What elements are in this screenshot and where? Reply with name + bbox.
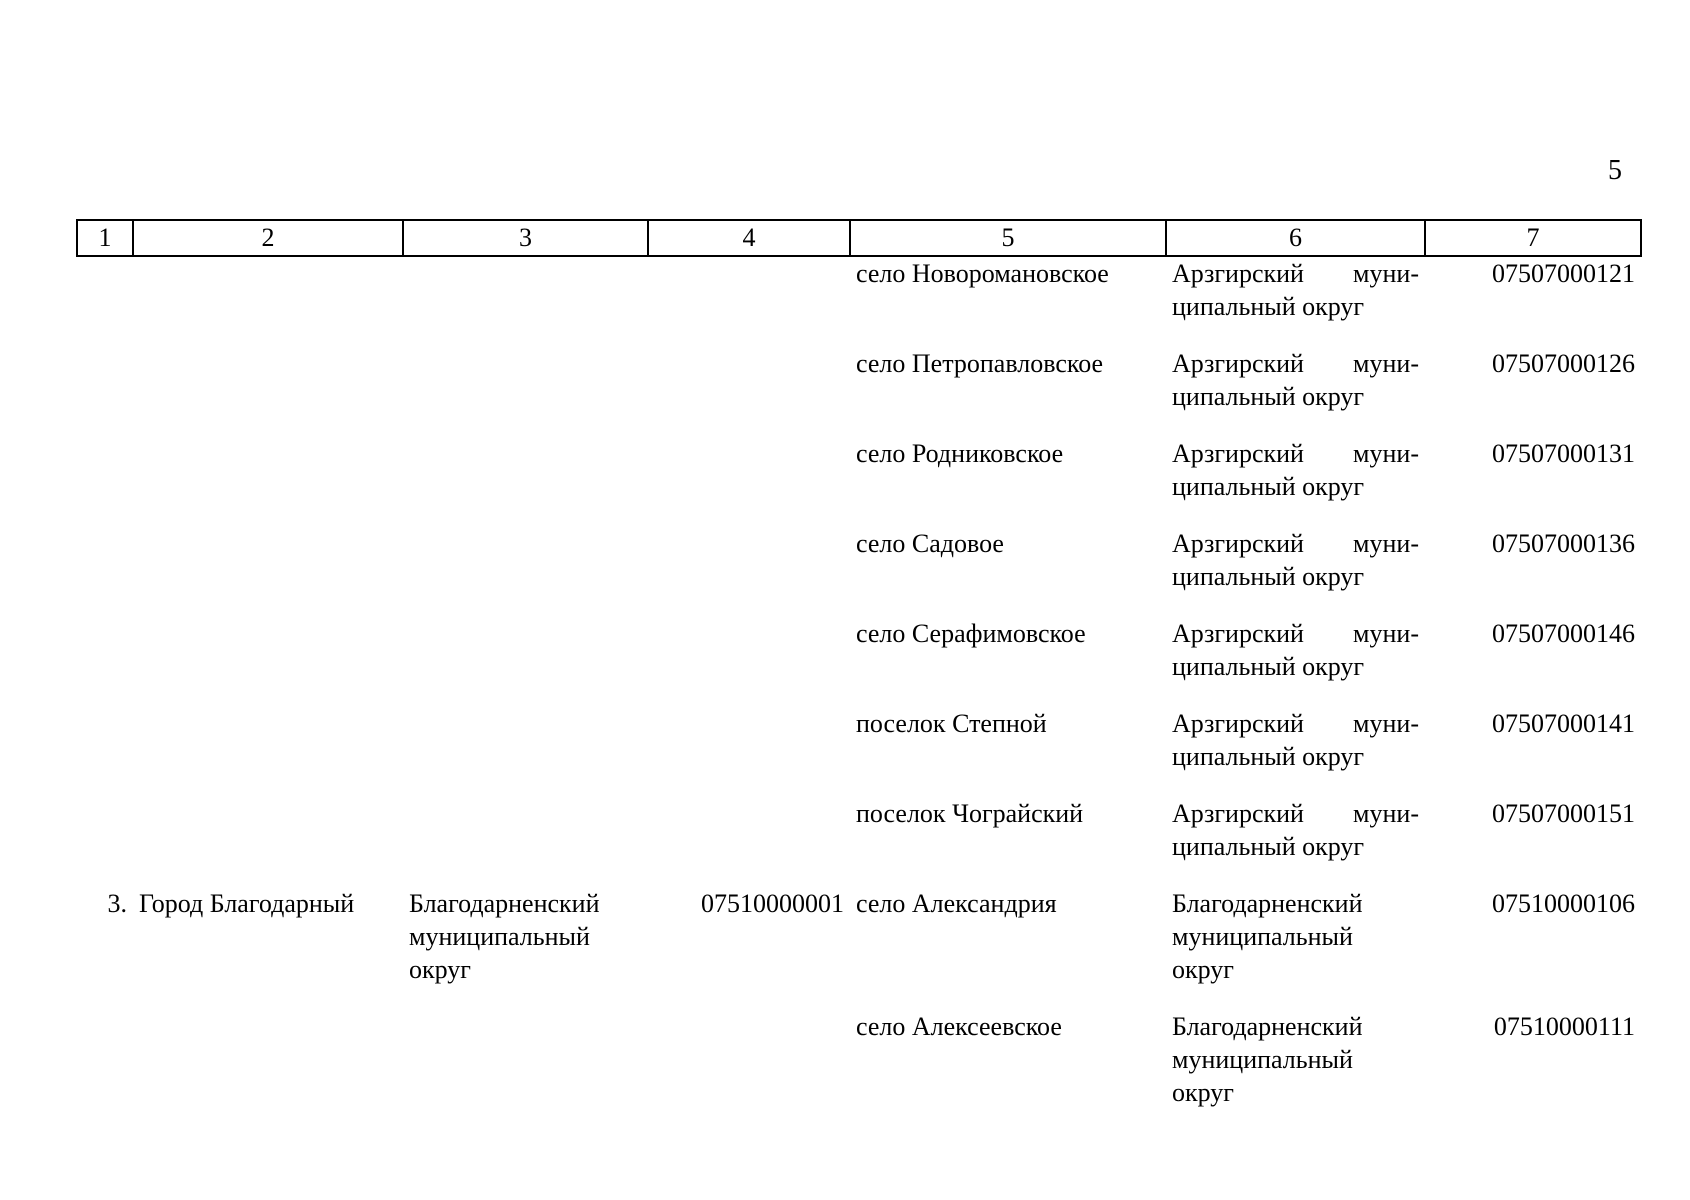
table-row — [77, 347, 1641, 437]
district-word: муни- — [1353, 439, 1419, 468]
row-number — [77, 1010, 133, 1115]
district-word: муни- — [1353, 529, 1419, 558]
row-number — [77, 347, 133, 437]
settlement-code: 07510000106 — [1492, 889, 1635, 918]
city-name: Город Благодарный — [139, 889, 355, 918]
district-word: Арзгирский — [1172, 709, 1304, 738]
district-line-1 — [1172, 707, 1419, 740]
settlement-district — [1166, 797, 1425, 887]
district-word: муни- — [1353, 349, 1419, 378]
settlement-code: 07510000111 — [1493, 1012, 1635, 1041]
settlement-name: село Садовое — [856, 529, 1004, 558]
district-line-1 — [1172, 797, 1419, 830]
district-word: Арзгирский — [1172, 259, 1304, 288]
city-code — [648, 1010, 850, 1115]
city-district — [403, 797, 648, 887]
row-number: 3. — [107, 889, 127, 918]
table-header — [77, 220, 1641, 256]
city-name — [133, 256, 403, 347]
city-district — [403, 707, 648, 797]
city-district — [403, 617, 648, 707]
settlement-code: 07507000141 — [1492, 709, 1635, 738]
settlement-district — [1166, 437, 1425, 527]
city-district — [403, 527, 648, 617]
district-word: муни- — [1353, 619, 1419, 648]
district-line-1 — [1172, 257, 1419, 290]
district-line-2: ципальный округ — [1172, 742, 1365, 771]
settlement-name: село Александрия — [856, 889, 1057, 918]
city-district — [403, 437, 648, 527]
city-name — [133, 527, 403, 617]
table-row — [77, 256, 1641, 347]
city-code — [648, 527, 850, 617]
city-district — [403, 347, 648, 437]
district-word: Арзгирский — [1172, 349, 1304, 378]
settlement-district — [1166, 617, 1425, 707]
district-line-2: ципальный округ — [1172, 472, 1365, 501]
header-col-7: 7 — [1425, 220, 1641, 256]
settlement-code: 07507000151 — [1492, 799, 1635, 828]
row-number — [77, 437, 133, 527]
table-row — [77, 707, 1641, 797]
district-line-1 — [1172, 617, 1419, 650]
header-col-2: 2 — [133, 220, 403, 256]
row-number — [77, 797, 133, 887]
district-line-2: ципальный округ — [1172, 832, 1365, 861]
settlements-table — [76, 219, 1642, 1115]
city-name — [133, 797, 403, 887]
header-col-6: 6 — [1166, 220, 1425, 256]
header-col-5: 5 — [850, 220, 1166, 256]
district-line-2: ципальный округ — [1172, 382, 1365, 411]
district-line-2: ципальный округ — [1172, 562, 1365, 591]
settlement-code: 07507000146 — [1492, 619, 1635, 648]
settlement-name: поселок Чограйский — [856, 799, 1084, 828]
settlement-name: село Родниковское — [856, 439, 1064, 468]
district-line-2: ципальный округ — [1172, 292, 1365, 321]
district-line-1 — [1172, 527, 1419, 560]
settlement-name: село Серафимовское — [856, 619, 1086, 648]
district-line-1 — [1172, 437, 1419, 470]
district-word: Арзгирский — [1172, 799, 1304, 828]
district-line-2: ципальный округ — [1172, 652, 1365, 681]
city-name — [133, 347, 403, 437]
settlement-district — [1166, 347, 1425, 437]
district-word: муни- — [1353, 799, 1419, 828]
city-code — [648, 617, 850, 707]
settlement-name: село Алексеевское — [856, 1012, 1062, 1041]
settlement-code: 07507000136 — [1492, 529, 1635, 558]
page-number: 5 — [1608, 155, 1622, 186]
settlement-district — [1166, 707, 1425, 797]
table-row — [77, 887, 1641, 1010]
settlement-district: Благодарненский муниципальный округ — [1172, 1012, 1363, 1107]
row-number — [77, 617, 133, 707]
city-code: 07510000001 — [701, 889, 844, 918]
city-district — [403, 256, 648, 347]
settlement-code: 07507000126 — [1492, 349, 1635, 378]
table-row — [77, 1010, 1641, 1115]
district-word: Арзгирский — [1172, 619, 1304, 648]
city-code — [648, 707, 850, 797]
city-name — [133, 1010, 403, 1115]
district-line-1 — [1172, 347, 1419, 380]
district-word: муни- — [1353, 709, 1419, 738]
settlement-code: 07507000131 — [1492, 439, 1635, 468]
settlement-name: село Новоромановское — [856, 259, 1109, 288]
table-row — [77, 617, 1641, 707]
settlement-code: 07507000121 — [1492, 259, 1635, 288]
city-code — [648, 256, 850, 347]
city-code — [648, 347, 850, 437]
settlement-district — [1166, 256, 1425, 347]
table-row — [77, 797, 1641, 887]
city-name — [133, 617, 403, 707]
city-name — [133, 707, 403, 797]
header-row — [77, 220, 1641, 256]
header-col-4: 4 — [648, 220, 850, 256]
row-number — [77, 707, 133, 797]
table-row — [77, 527, 1641, 617]
row-number — [77, 256, 133, 347]
settlement-district — [1166, 527, 1425, 617]
city-code — [648, 797, 850, 887]
city-name — [133, 437, 403, 527]
header-col-1: 1 — [77, 220, 133, 256]
table-row — [77, 437, 1641, 527]
district-word: муни- — [1353, 259, 1419, 288]
settlement-name: село Петропавловское — [856, 349, 1104, 378]
district-word: Арзгирский — [1172, 529, 1304, 558]
city-district — [403, 1010, 648, 1115]
row-number — [77, 527, 133, 617]
settlement-district: Благодарненский муниципальный округ — [1172, 889, 1363, 984]
city-code — [648, 437, 850, 527]
city-district: Благодарненский муниципальный округ — [409, 889, 600, 984]
settlement-name: поселок Степной — [856, 709, 1047, 738]
header-col-3: 3 — [403, 220, 648, 256]
table-body — [77, 256, 1641, 1115]
district-word: Арзгирский — [1172, 439, 1304, 468]
